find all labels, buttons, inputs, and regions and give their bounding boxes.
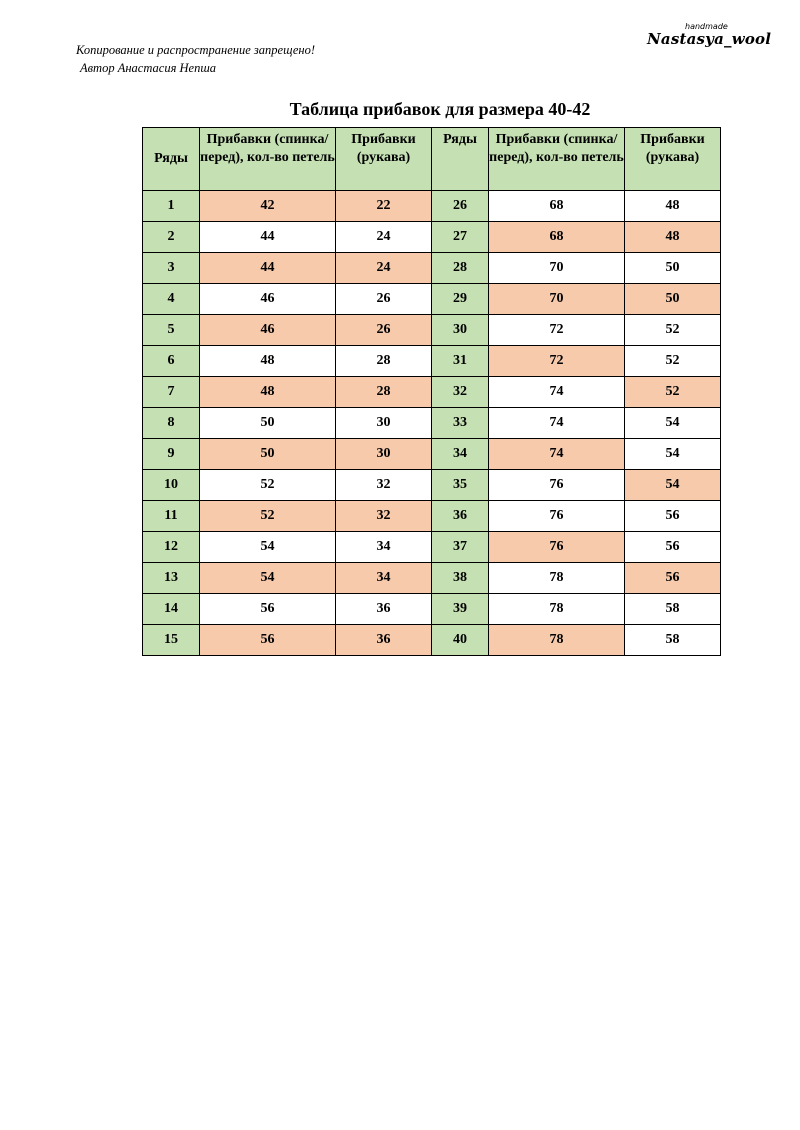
sleeve-increase-cell: 34 — [336, 532, 432, 563]
sleeve-increase-cell: 24 — [336, 222, 432, 253]
body-increase-cell: 70 — [489, 284, 625, 315]
row-number-cell: 14 — [143, 594, 200, 625]
row-number-cell: 27 — [432, 222, 489, 253]
body-increase-cell: 54 — [200, 532, 336, 563]
body-increase-cell: 74 — [489, 408, 625, 439]
sleeve-increase-cell: 56 — [625, 563, 721, 594]
sleeve-increase-cell: 48 — [625, 191, 721, 222]
body-increase-cell: 56 — [200, 625, 336, 656]
sleeve-increase-cell: 24 — [336, 253, 432, 284]
sleeve-increase-cell: 26 — [336, 284, 432, 315]
body-increase-cell: 70 — [489, 253, 625, 284]
body-increase-cell: 52 — [200, 470, 336, 501]
row-number-cell: 26 — [432, 191, 489, 222]
header-sleeve-increases: Прибавки (рукава) — [336, 128, 432, 191]
sleeve-increase-cell: 36 — [336, 594, 432, 625]
table-row — [143, 408, 721, 439]
sleeve-increase-cell: 28 — [336, 346, 432, 377]
table-row — [143, 284, 721, 315]
sleeve-increase-cell: 52 — [625, 377, 721, 408]
table-row — [143, 594, 721, 625]
row-number-cell: 5 — [143, 315, 200, 346]
header-body-increases-2: Прибавки (спинка/перед), кол-во петель — [489, 128, 625, 191]
table-row — [143, 191, 721, 222]
body-increase-cell: 76 — [489, 501, 625, 532]
row-number-cell: 1 — [143, 191, 200, 222]
row-number-cell: 40 — [432, 625, 489, 656]
row-number-cell: 2 — [143, 222, 200, 253]
copyright-line: Копирование и распространение запрещено! — [76, 43, 315, 57]
header-sleeve-increases-2: Прибавки (рукава) — [625, 128, 721, 191]
sleeve-increase-cell: 48 — [625, 222, 721, 253]
table-header-row — [143, 128, 721, 191]
row-number-cell: 6 — [143, 346, 200, 377]
table-row — [143, 470, 721, 501]
table-row — [143, 625, 721, 656]
body-increase-cell: 72 — [489, 315, 625, 346]
body-increase-cell: 68 — [489, 191, 625, 222]
body-increase-cell: 78 — [489, 563, 625, 594]
body-increase-cell: 68 — [489, 222, 625, 253]
row-number-cell: 36 — [432, 501, 489, 532]
table-row — [143, 315, 721, 346]
body-increase-cell: 78 — [489, 594, 625, 625]
brand-logo — [645, 22, 772, 52]
table-row — [143, 377, 721, 408]
row-number-cell: 30 — [432, 315, 489, 346]
sleeve-increase-cell: 32 — [336, 470, 432, 501]
row-number-cell: 4 — [143, 284, 200, 315]
row-number-cell: 12 — [143, 532, 200, 563]
row-number-cell: 13 — [143, 563, 200, 594]
body-increase-cell: 44 — [200, 222, 336, 253]
sleeve-increase-cell: 58 — [625, 625, 721, 656]
sleeve-increase-cell: 52 — [625, 315, 721, 346]
row-number-cell: 31 — [432, 346, 489, 377]
row-number-cell: 15 — [143, 625, 200, 656]
row-number-cell: 9 — [143, 439, 200, 470]
body-increase-cell: 54 — [200, 563, 336, 594]
row-number-cell: 34 — [432, 439, 489, 470]
row-number-cell: 10 — [143, 470, 200, 501]
row-number-cell: 29 — [432, 284, 489, 315]
row-number-cell: 32 — [432, 377, 489, 408]
sleeve-increase-cell: 54 — [625, 439, 721, 470]
body-increase-cell: 44 — [200, 253, 336, 284]
increase-table — [142, 127, 721, 656]
row-number-cell: 7 — [143, 377, 200, 408]
row-number-cell: 38 — [432, 563, 489, 594]
table-row — [143, 346, 721, 377]
sleeve-increase-cell: 22 — [336, 191, 432, 222]
sleeve-increase-cell: 52 — [625, 346, 721, 377]
body-increase-cell: 78 — [489, 625, 625, 656]
author-line: Автор Анастасия Непша — [80, 61, 217, 75]
row-number-cell: 37 — [432, 532, 489, 563]
logo-tagline: handmade — [685, 22, 728, 31]
logo-wordmark: Nastasya_wool — [647, 30, 772, 48]
header-body-increases: Прибавки (спинка/перед), кол-во петель — [200, 128, 336, 191]
table-row — [143, 501, 721, 532]
sleeve-increase-cell: 56 — [625, 532, 721, 563]
sleeve-increase-cell: 54 — [625, 408, 721, 439]
row-number-cell: 28 — [432, 253, 489, 284]
body-increase-cell: 76 — [489, 470, 625, 501]
row-number-cell: 11 — [143, 501, 200, 532]
body-increase-cell: 48 — [200, 346, 336, 377]
body-increase-cell: 72 — [489, 346, 625, 377]
page-title: Таблица прибавок для размера 40-42 — [289, 99, 591, 119]
copyright-notice — [76, 41, 315, 77]
sleeve-increase-cell: 26 — [336, 315, 432, 346]
body-increase-cell: 74 — [489, 439, 625, 470]
body-increase-cell: 52 — [200, 501, 336, 532]
row-number-cell: 39 — [432, 594, 489, 625]
sleeve-increase-cell: 32 — [336, 501, 432, 532]
table-row — [143, 439, 721, 470]
header-rows: Ряды — [143, 128, 200, 191]
body-increase-cell: 50 — [200, 408, 336, 439]
sleeve-increase-cell: 28 — [336, 377, 432, 408]
row-number-cell: 3 — [143, 253, 200, 284]
sleeve-increase-cell: 30 — [336, 439, 432, 470]
table-row — [143, 563, 721, 594]
body-increase-cell: 46 — [200, 284, 336, 315]
body-increase-cell: 74 — [489, 377, 625, 408]
body-increase-cell: 50 — [200, 439, 336, 470]
sleeve-increase-cell: 36 — [336, 625, 432, 656]
row-number-cell: 33 — [432, 408, 489, 439]
sleeve-increase-cell: 54 — [625, 470, 721, 501]
sleeve-increase-cell: 34 — [336, 563, 432, 594]
body-increase-cell: 46 — [200, 315, 336, 346]
header-rows-2: Ряды — [432, 128, 489, 191]
sleeve-increase-cell: 30 — [336, 408, 432, 439]
sleeve-increase-cell: 50 — [625, 284, 721, 315]
sleeve-increase-cell: 50 — [625, 253, 721, 284]
sleeve-increase-cell: 58 — [625, 594, 721, 625]
body-increase-cell: 56 — [200, 594, 336, 625]
body-increase-cell: 42 — [200, 191, 336, 222]
body-increase-cell: 76 — [489, 532, 625, 563]
table-row — [143, 253, 721, 284]
row-number-cell: 8 — [143, 408, 200, 439]
table-row — [143, 532, 721, 563]
row-number-cell: 35 — [432, 470, 489, 501]
sleeve-increase-cell: 56 — [625, 501, 721, 532]
body-increase-cell: 48 — [200, 377, 336, 408]
table-row — [143, 222, 721, 253]
